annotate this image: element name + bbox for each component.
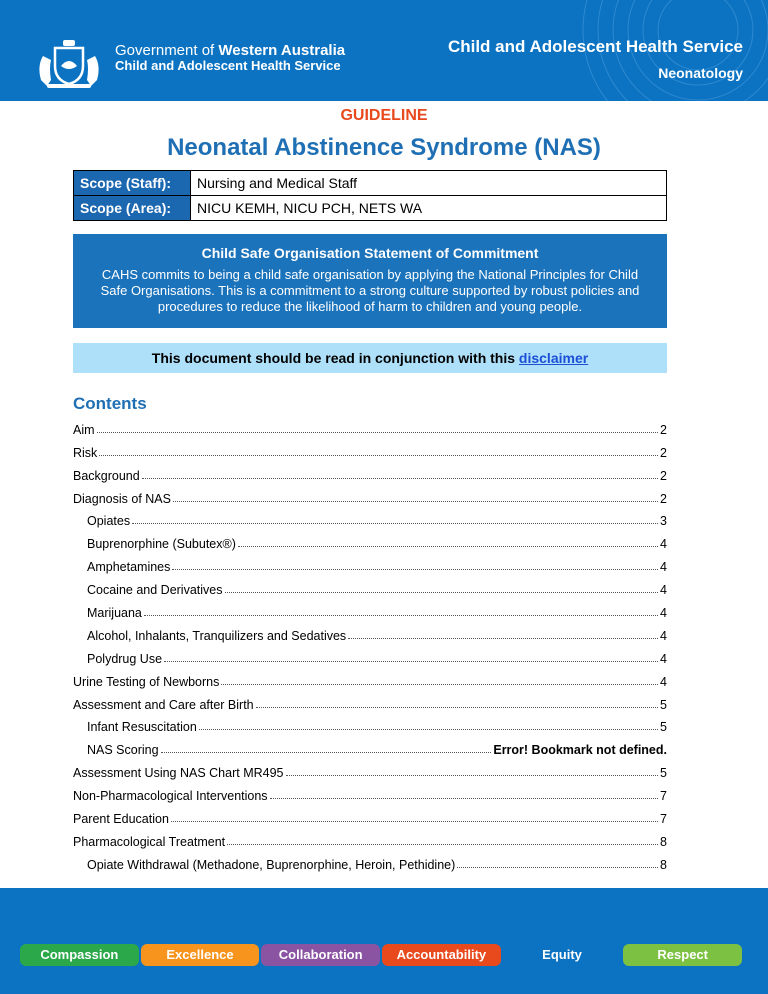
toc-entry-page: 4	[660, 537, 667, 552]
toc-leader-dots	[172, 569, 658, 570]
toc-entry-title: Parent Education	[73, 812, 169, 827]
toc-entry-page: 7	[660, 812, 667, 827]
toc-entry[interactable]	[73, 780, 667, 803]
toc-leader-dots	[348, 638, 658, 639]
toc-entry-title: Polydrug Use	[87, 651, 163, 666]
toc-entry[interactable]	[73, 734, 667, 757]
toc-entry-page: 4	[660, 560, 667, 575]
toc-entry-page: 2	[660, 491, 667, 506]
toc-entry-page: 5	[660, 697, 667, 712]
toc-entry-page: 2	[660, 468, 667, 483]
toc-entry[interactable]	[73, 483, 667, 506]
toc-entry-page: 4	[660, 583, 667, 598]
footer-band	[0, 888, 768, 994]
toc-entry-title: Background	[73, 468, 140, 483]
toc-leader-dots	[171, 821, 658, 822]
toc-entry-page: 3	[660, 514, 667, 529]
wa-crest-logo	[33, 36, 105, 92]
value-pill: Excellence	[141, 944, 260, 966]
toc-entry[interactable]	[73, 437, 667, 460]
toc-entry-page: 2	[660, 445, 667, 460]
service-title: Child and Adolescent Health Service	[447, 37, 743, 56]
toc-leader-dots	[457, 867, 658, 868]
document-type: GUIDELINE	[340, 107, 428, 124]
toc-entry-title: Risk	[73, 445, 98, 460]
toc-entry-title: Assessment Using NAS Chart MR495	[73, 766, 284, 781]
toc-entry[interactable]	[73, 643, 667, 666]
toc-entry-page: 5	[660, 766, 667, 781]
scope-table	[73, 170, 667, 221]
toc-entry-title: Urine Testing of Newborns	[73, 674, 220, 689]
value-pill: Collaboration	[261, 944, 380, 966]
commitment-box	[73, 234, 667, 328]
toc-leader-dots	[238, 546, 658, 547]
toc-entry[interactable]	[73, 414, 667, 437]
toc-entry-title: Pharmacological Treatment	[73, 834, 226, 849]
toc-entry-title: Infant Resuscitation	[87, 720, 197, 735]
toc-entry-title: Buprenorphine (Subutex®)	[87, 537, 236, 552]
toc-entry-title: Amphetamines	[87, 560, 171, 575]
toc-entry[interactable]	[73, 506, 667, 529]
toc-entry[interactable]	[73, 620, 667, 643]
toc-entry-title: Non-Pharmacological Interventions	[73, 789, 268, 804]
toc-entry[interactable]	[73, 551, 667, 574]
table-of-contents	[73, 414, 667, 872]
toc-leader-dots	[173, 501, 658, 502]
scope-value: Nursing and Medical Staff	[191, 171, 667, 196]
value-pill: Respect	[623, 944, 742, 966]
scope-row	[74, 196, 667, 221]
toc-entry-page: 4	[660, 674, 667, 689]
toc-entry-page: Error! Bookmark not defined.	[493, 743, 667, 758]
toc-entry-title: Assessment and Care after Birth	[73, 697, 254, 712]
disclaimer-link[interactable]: disclaimer	[518, 350, 589, 366]
document-title: Neonatal Abstinence Syndrome (NAS)	[167, 134, 601, 161]
toc-entry[interactable]	[73, 803, 667, 826]
toc-leader-dots	[142, 478, 658, 479]
toc-leader-dots	[227, 844, 658, 845]
values-bar	[20, 944, 742, 966]
toc-leader-dots	[97, 432, 659, 433]
toc-entry[interactable]	[73, 826, 667, 849]
toc-entry[interactable]	[73, 460, 667, 483]
commitment-heading: Child Safe Organisation Statement of Commitment	[201, 245, 539, 261]
scope-key: Scope (Staff):	[74, 171, 191, 196]
toc-entry[interactable]	[73, 849, 667, 872]
toc-entry-page: 4	[660, 651, 667, 666]
toc-entry[interactable]	[73, 528, 667, 551]
toc-entry-page: 2	[660, 422, 667, 437]
government-name: Government of Western Australia	[115, 42, 346, 59]
toc-leader-dots	[199, 729, 658, 730]
toc-leader-dots	[161, 752, 492, 753]
toc-entry-title: Diagnosis of NAS	[73, 491, 171, 506]
toc-leader-dots	[225, 592, 659, 593]
toc-entry[interactable]	[73, 574, 667, 597]
toc-entry-title: Opiate Withdrawal (Methadone, Buprenorphine, Heroin, Pethidine)	[87, 857, 456, 872]
toc-entry[interactable]	[73, 757, 667, 780]
toc-leader-dots	[144, 615, 658, 616]
scope-value: NICU KEMH, NICU PCH, NETS WA	[191, 196, 667, 221]
toc-entry[interactable]	[73, 597, 667, 620]
toc-leader-dots	[270, 798, 659, 799]
toc-entry-title: NAS Scoring	[87, 743, 159, 758]
toc-entry-page: 4	[660, 606, 667, 621]
toc-entry-title: Alcohol, Inhalants, Tranquilizers and Sedatives	[87, 628, 347, 643]
value-pill: Equity	[503, 944, 622, 966]
commitment-text: CAHS commits to being a child safe organisation by applying the National Principles for Child Safe Organisations. This is a commitment to a strong culture supported by robust policies and procedures to reduce the likelihood of harm to children and young people.	[100, 267, 640, 314]
toc-entry-title: Opiates	[87, 514, 131, 529]
toc-leader-dots	[221, 684, 658, 685]
toc-leader-dots	[164, 661, 658, 662]
toc-entry[interactable]	[73, 689, 667, 712]
value-pill: Accountability	[382, 944, 501, 966]
toc-entry[interactable]	[73, 712, 667, 735]
toc-leader-dots	[99, 455, 658, 456]
header-banner	[0, 0, 768, 101]
disclaimer-text: This document should be read in conjunction with this	[151, 350, 519, 366]
government-subtitle: Child and Adolescent Health Service	[115, 58, 341, 73]
toc-leader-dots	[286, 775, 659, 776]
toc-entry-title: Marijuana	[87, 606, 142, 621]
scope-key: Scope (Area):	[74, 196, 191, 221]
toc-entry-page: 4	[660, 628, 667, 643]
toc-entry-title: Aim	[73, 422, 95, 437]
toc-entry-page: 8	[660, 834, 667, 849]
toc-entry[interactable]	[73, 666, 667, 689]
toc-leader-dots	[256, 707, 658, 708]
disclaimer-bar	[73, 343, 667, 373]
service-department: Neonatology	[658, 65, 743, 81]
contents-heading: Contents	[73, 394, 147, 413]
toc-entry-page: 7	[660, 789, 667, 804]
value-pill: Compassion	[20, 944, 139, 966]
toc-leader-dots	[132, 523, 658, 524]
toc-entry-page: 5	[660, 720, 667, 735]
toc-entry-page: 8	[660, 857, 667, 872]
scope-row	[74, 171, 667, 196]
toc-entry-title: Cocaine and Derivatives	[87, 583, 223, 598]
